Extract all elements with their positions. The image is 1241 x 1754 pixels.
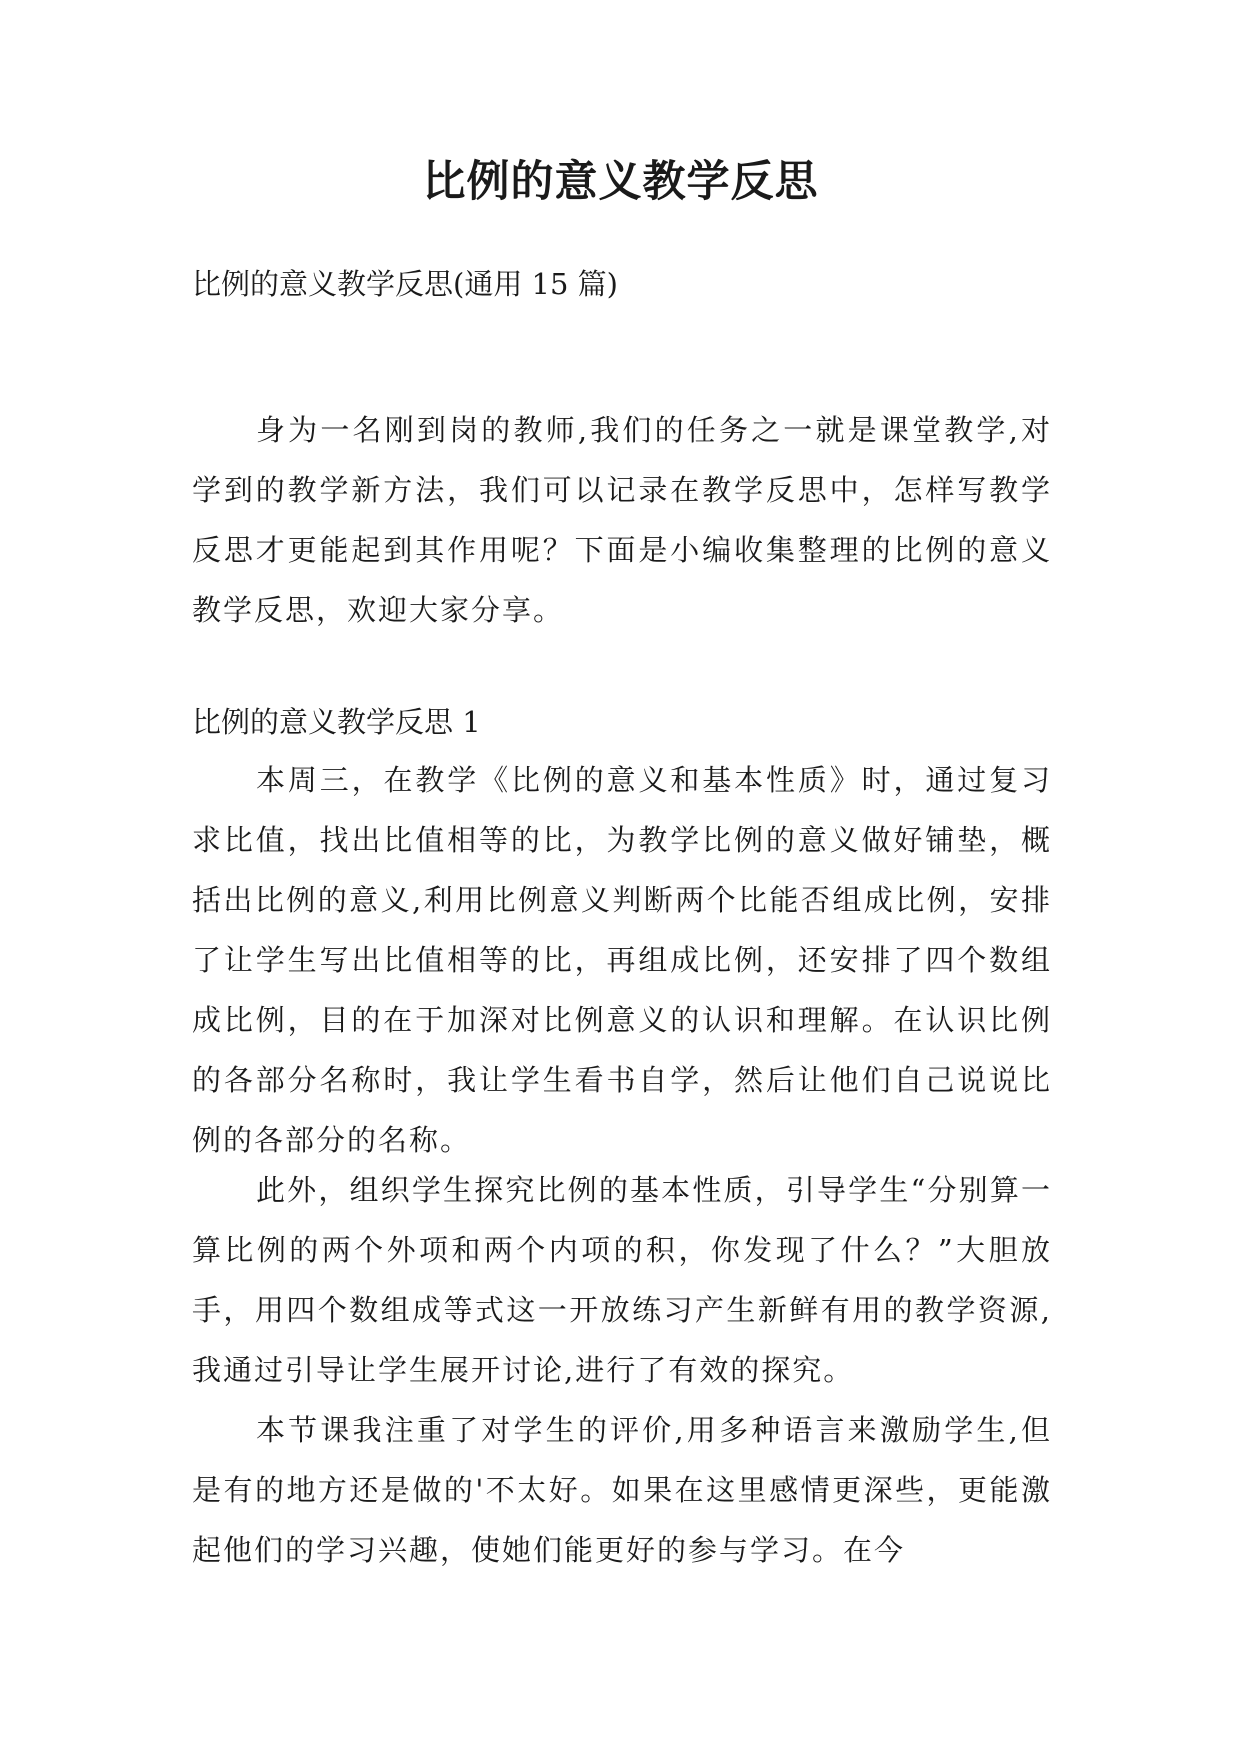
document-title: 比例的意义教学反思 bbox=[422, 157, 819, 207]
document-subtitle: 比例的意义教学反思(通用 15 篇) bbox=[192, 267, 618, 301]
intro-paragraph: 身为一名刚到岗的教师,我们的任务之一就是课堂教学,对学到的教学新方法，我们可以记录在教学反思中，怎样写教学反思才更能起到其作用呢？下面是小编收集整理的比例的意义教学反思，欢迎大家分享。 bbox=[192, 413, 1052, 627]
body-paragraph-1: 本周三，在教学《比例的意义和基本性质》时，通过复习求比值，找出比值相等的比，为教学比例的意义做好铺垫，概括出比例的意义,利用比例意义判断两个比能否组成比例，安排了让学生写出比值相等的比，再组成比例，还安排了四个数组成比例，目的在于加深对比例意义的认识和理解。在认识比例的各部分名称时，我让学生看书自学，然后让他们自己说说比例的各部分的名称。 bbox=[192, 763, 1052, 1157]
body-paragraph-3: 本节课我注重了对学生的评价,用多种语言来激励学生,但是有的地方还是做的'不太好。如果在这里感情更深些，更能激起他们的学习兴趣，使她们能更好的参与学习。在今 bbox=[192, 1413, 1052, 1567]
section-heading: 比例的意义教学反思 1 bbox=[192, 705, 481, 739]
body-paragraph-2: 此外，组织学生探究比例的基本性质，引导学生“分别算一算比例的两个外项和两个内项的积，你发现了什么？”大胆放手，用四个数组成等式这一开放练习产生新鲜有用的教学资源,我通过引导让学生展开讨论,进行了有效的探究。 bbox=[192, 1173, 1052, 1387]
